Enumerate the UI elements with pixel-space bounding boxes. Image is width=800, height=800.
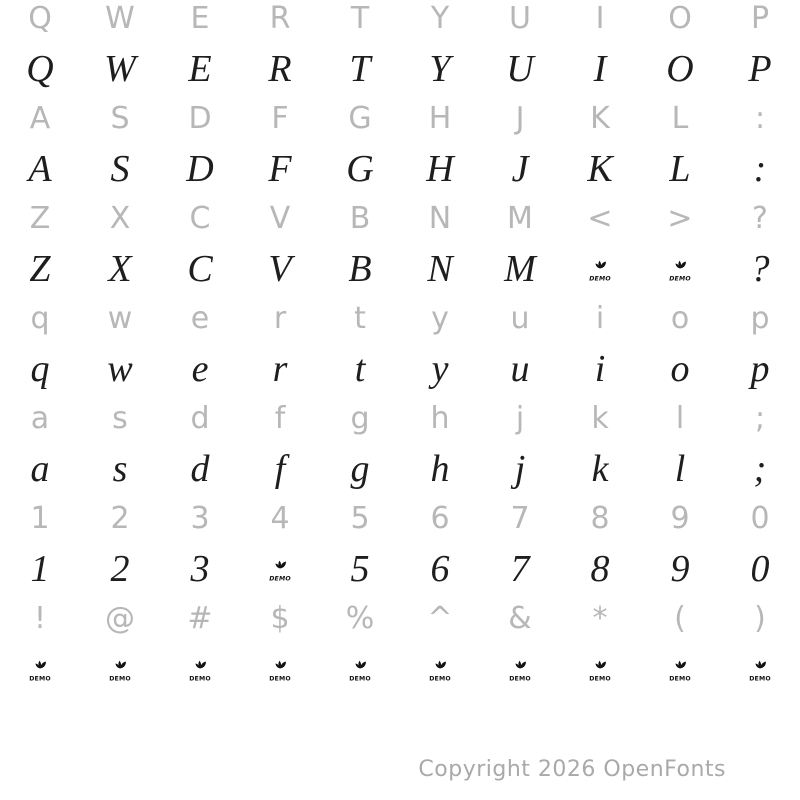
demo-glyph-icon [268,556,292,582]
glyph-cell: H [426,148,454,190]
glyph-cell: A [28,148,52,190]
glyph-row-dark [0,44,800,94]
glyph-cell: 9 [670,548,690,590]
svg-text:DEMO: DEMO [589,675,611,682]
demo-glyph-cell [400,644,480,694]
glyph-cell: J [511,148,529,190]
glyph-cell: I [595,1,605,36]
glyph-cell: f [274,448,286,490]
demo-glyph-icon [108,656,132,682]
demo-glyph-icon [268,656,292,682]
glyph-cell: A [29,101,51,136]
svg-text:DEMO: DEMO [269,575,291,582]
svg-text:DEMO: DEMO [589,275,611,282]
glyph-cell: K [587,148,613,190]
glyph-cell: > [667,201,693,236]
glyph-cell: K [590,101,610,136]
glyph-cell: N [428,201,452,236]
glyph-cell: D [188,101,212,136]
glyph-cell: 5 [350,548,370,590]
glyph-cell: E [188,48,212,90]
glyph-cell: l [675,401,685,436]
glyph-cell: w [107,301,133,336]
demo-glyph-cell [640,244,720,294]
glyph-cell: 8 [590,548,610,590]
glyph-cell: F [271,101,289,136]
glyph-cell: g [350,401,370,436]
svg-text:DEMO: DEMO [669,275,691,282]
glyph-cell: d [190,401,210,436]
demo-glyph-icon [588,656,612,682]
glyph-cell: X [109,201,131,236]
glyph-cell: y [431,301,449,336]
glyph-cell: ) [754,601,766,636]
glyph-cell: s [112,448,128,490]
demo-glyph-cell [240,544,320,594]
glyph-cell: % [345,601,375,636]
glyph-cell: V [269,201,291,236]
glyph-cell: 7 [510,501,530,536]
demo-glyph-icon [428,656,452,682]
glyph-cell: C [187,248,213,290]
glyph-cell: ? [750,248,770,290]
svg-text:DEMO: DEMO [669,675,691,682]
glyph-cell: t [354,348,366,390]
glyph-cell: h [430,401,450,436]
demo-glyph-icon [508,656,532,682]
glyph-cell: $ [270,601,290,636]
glyph-cell: t [354,301,366,336]
glyph-cell: U [509,1,531,36]
glyph-cell: F [268,148,292,190]
glyph-cell: D [186,148,214,190]
glyph-row-dark [0,444,800,494]
glyph-cell: * [592,601,608,636]
glyph-cell: o [670,348,690,390]
glyph-cell: a [30,401,50,436]
glyph-cell: L [671,101,689,136]
demo-glyph-icon [668,656,692,682]
copyright-text: Copyright 2026 OpenFonts [418,757,726,782]
glyph-cell: 7 [510,548,530,590]
glyph-cell: L [669,148,691,190]
glyph-row-gray [0,294,800,344]
glyph-cell: Z [29,201,51,236]
glyph-cell: p [750,348,770,390]
glyph-row-gray [0,0,800,44]
glyph-cell: f [274,401,286,436]
demo-glyph-cell [720,644,800,694]
glyph-cell: # [187,601,213,636]
glyph-cell: l [674,448,686,490]
glyph-row-gray [0,94,800,144]
demo-glyph-cell [320,644,400,694]
demo-glyph-cell [640,644,720,694]
glyph-cell: Z [29,248,51,290]
glyph-cell: k [591,401,609,436]
glyph-cell: 5 [350,501,370,536]
glyph-cell: 8 [590,501,610,536]
glyph-cell: ^ [427,601,453,636]
demo-glyph-cell [160,644,240,694]
glyph-cell: : [753,148,767,190]
glyph-cell: k [591,448,609,490]
glyph-cell: R [269,1,291,36]
glyph-cell: Y [430,1,450,36]
glyph-cell: W [104,48,136,90]
glyph-cell: 3 [190,548,210,590]
glyph-cell: y [431,348,449,390]
glyph-cell: w [107,348,133,390]
glyph-cell: g [350,448,370,490]
glyph-cell: ; [753,448,767,490]
glyph-cell: r [272,348,288,390]
glyph-cell: 0 [750,501,770,536]
glyph-row-demo [0,644,800,694]
glyph-cell: E [190,1,210,36]
glyph-cell: a [30,448,50,490]
glyph-row-gray [0,194,800,244]
glyph-cell: < [587,201,613,236]
glyph-cell: h [430,448,450,490]
glyph-cell: Q [28,1,52,36]
glyph-cell: ! [33,601,47,636]
svg-text:DEMO: DEMO [349,675,371,682]
glyph-cell: O [668,1,692,36]
glyph-cell: M [504,248,536,290]
demo-glyph-cell [560,244,640,294]
demo-glyph-cell [560,644,640,694]
demo-glyph-cell [240,644,320,694]
glyph-row-gray [0,594,800,644]
glyph-row-gray [0,494,800,544]
glyph-cell: i [594,348,606,390]
glyph-cell: Y [429,48,451,90]
glyph-cell: Q [26,48,54,90]
glyph-cell: p [750,301,770,336]
svg-text:DEMO: DEMO [189,675,211,682]
glyph-cell: W [105,1,135,36]
glyph-cell: S [110,148,130,190]
glyph-cell: e [191,348,209,390]
glyph-cell: T [350,1,370,36]
glyph-cell: P [748,48,772,90]
demo-glyph-cell [480,644,560,694]
demo-glyph-icon [28,656,52,682]
glyph-cell: M [507,201,533,236]
glyph-cell: ( [674,601,686,636]
demo-glyph-cell [0,644,80,694]
glyph-cell: G [346,148,374,190]
glyph-cell: N [427,248,453,290]
glyph-row-dark [0,144,800,194]
glyph-cell: I [593,48,607,90]
glyph-cell: u [510,301,530,336]
demo-glyph-icon [668,256,692,282]
glyph-cell: 2 [110,548,130,590]
svg-text:DEMO: DEMO [109,675,131,682]
glyph-cell: R [268,48,292,90]
glyph-cell: B [349,201,371,236]
glyph-cell: H [428,101,452,136]
glyph-cell: V [268,248,292,290]
glyph-cell: U [506,48,534,90]
glyph-cell: : [754,101,766,136]
glyph-cell: P [750,1,770,36]
glyph-row-dark [0,244,800,294]
glyph-cell: O [666,48,694,90]
glyph-row-gray [0,394,800,444]
glyph-cell: q [30,301,50,336]
glyph-cell: T [349,48,371,90]
svg-text:DEMO: DEMO [269,675,291,682]
glyph-cell: 6 [430,501,450,536]
glyph-cell: d [190,448,210,490]
glyph-cell: X [108,248,132,290]
glyph-cell: C [189,201,211,236]
svg-text:DEMO: DEMO [509,675,531,682]
glyph-cell: @ [105,601,135,636]
glyph-cell: r [273,301,287,336]
glyph-row-dark [0,544,800,594]
glyph-cell: ? [752,201,768,236]
glyph-cell: 0 [750,548,770,590]
glyph-cell: & [508,601,532,636]
glyph-cell: s [112,401,128,436]
glyph-cell: 9 [670,501,690,536]
glyph-cell: ; [754,401,766,436]
glyph-row-dark [0,344,800,394]
demo-glyph-cell [80,644,160,694]
glyph-cell: 1 [30,548,50,590]
glyph-cell: S [110,101,130,136]
glyph-cell: u [510,348,530,390]
glyph-cell: 3 [190,501,210,536]
glyph-cell: q [30,348,50,390]
glyph-cell: J [515,101,525,136]
glyph-cell: j [515,401,525,436]
glyph-cell: 6 [430,548,450,590]
glyph-cell: 4 [270,501,290,536]
svg-text:DEMO: DEMO [749,675,771,682]
glyph-cell: B [348,248,372,290]
glyph-cell: 2 [110,501,130,536]
glyph-cell: e [190,301,210,336]
demo-glyph-icon [588,256,612,282]
glyph-cell: G [348,101,372,136]
demo-glyph-icon [348,656,372,682]
glyph-cell: i [595,301,605,336]
glyph-cell: o [670,301,690,336]
glyph-cell: 1 [30,501,50,536]
svg-text:DEMO: DEMO [29,675,51,682]
demo-glyph-icon [188,656,212,682]
svg-text:DEMO: DEMO [429,675,451,682]
glyph-cell: j [514,448,526,490]
demo-glyph-icon [748,656,772,682]
